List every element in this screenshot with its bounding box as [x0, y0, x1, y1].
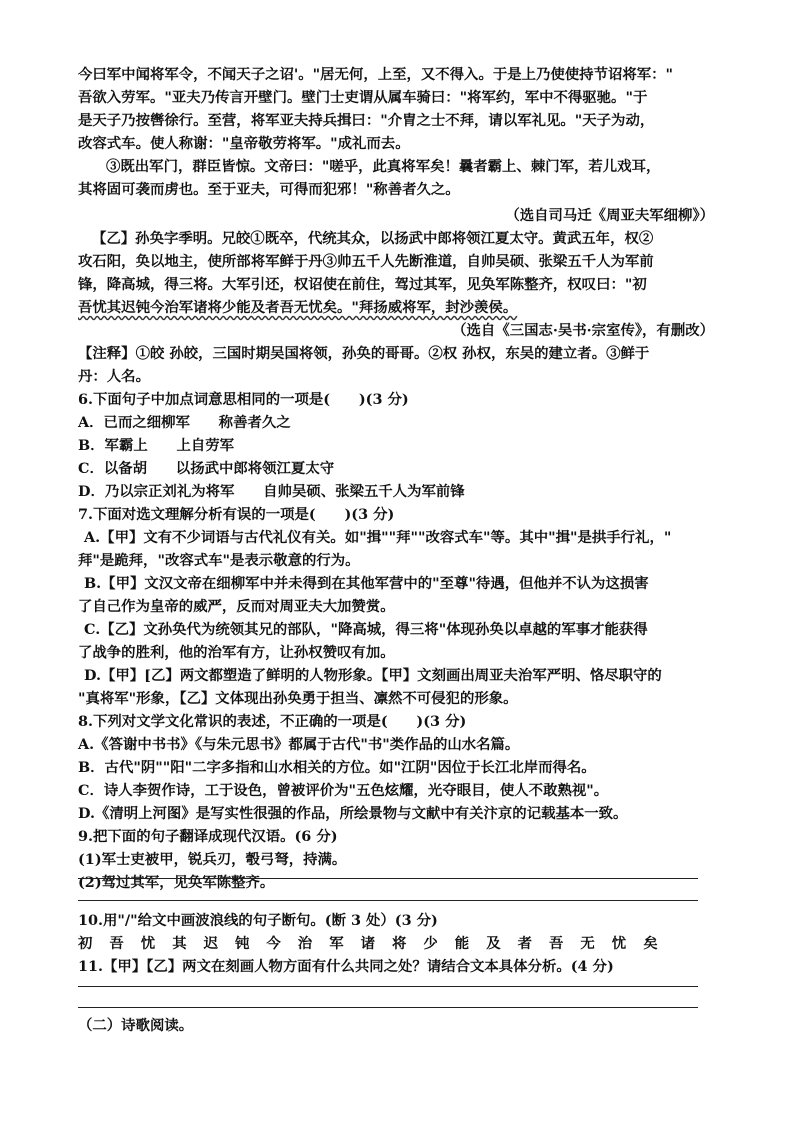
passage-jia-source: （选自司马迁《周亚夫军细柳》）: [505, 207, 714, 224]
passage-yi-line-2: 攻石阳，奂以地主，使所部将军鲜于丹③帅五千人先断淮道，自帅吴硕、张梁五千人为军前: [78, 253, 654, 270]
q11-answer-line-2[interactable]: [78, 1007, 698, 1008]
passage-jia-line-4: 改容式车。使人称谢："皇帝敬劳将军。"成礼而去。: [78, 135, 410, 152]
passage-jia-line-2: 吾欲入劳军。"亚夫乃传言开壁门。壁门士吏谓从属车骑曰："将军约，军中不得驱驰。"于: [78, 89, 648, 106]
passage-jia-line-3: 是天子乃按辔徐行。至营，将军亚夫持兵揖曰："介胄之士不拜，请以军礼见。"天子为动，: [78, 112, 655, 129]
section-2-title: （二）诗歌阅读。: [78, 1017, 194, 1034]
passage-yi-line-4-wavy: 吾忧其迟钝今治军诸将少能及者吾无忧矣。"拜扬威将军，封沙羡侯。: [78, 299, 518, 316]
q6-option-b: B．军霸上 上自劳军: [78, 437, 235, 454]
q11-answer-line-1[interactable]: [78, 986, 698, 987]
q7-option-d-line-2: "真将军"形象，【乙】文体现出孙奂勇于担当、凛然不可侵犯的形象。: [78, 690, 518, 707]
passage-yi-source: （选自《三国志·吴书·宗室传》，有删改）: [452, 322, 714, 339]
q8-option-c: C．诗人李贺作诗，工于设色，曾被评价为"五色炫耀，光夺眼目，使人不敢熟视"。: [78, 782, 609, 799]
q10-stem: 10.用"/"给文中画波浪线的句子断句。(断 3 处）(3 分): [78, 912, 438, 929]
q6-option-d: D．乃以宗正刘礼为将军 自帅吴硕、张梁五千人为军前锋: [78, 483, 465, 500]
q9-stem: 9.把下面的句子翻译成现代汉语。(6 分): [78, 828, 338, 845]
q7-stem: 7.下面对选文理解分析有误的一项是( )(3 分): [78, 506, 395, 523]
q7-option-b-line-2: 了自己作为皇帝的威严，反而对周亚夫大加赞赏。: [78, 598, 395, 615]
q7-option-c-line-1: C.【乙】文孙奂代为统领其兄的部队，"降高城，得三将"体现孙奂以卓越的军事才能获得: [84, 621, 648, 638]
notes-line-1: 【注释】①皎 孙皎，三国时期吴国将领，孙奂的哥哥。②权 孙权，东吴的建立者。③鲜于: [78, 345, 650, 362]
q7-option-a-line-2: 拜"是跪拜，"改容式车"是表示敬意的行为。: [78, 552, 360, 569]
q7-option-c-line-2: 了战争的胜利，他的治军有方，让孙权赞叹有加。: [78, 644, 395, 661]
passage-yi-line-1: 【乙】孙奂字季明。兄皎①既卒，代统其众，以扬武中郎将领江夏太守。黄武五年，权②: [92, 230, 654, 247]
q8-option-d: D.《清明上河图》是写实性很强的作品，所绘景物与文献中有关汴京的记载基本一致。: [78, 805, 628, 822]
q9-sentence-1: (1)军士吏被甲，锐兵刃，彀弓弩，持满。: [78, 851, 347, 868]
q10-sentence-chars: 初 吾 忧 其 迟 钝 今 治 军 诸 将 少 能 及 者 吾 无 忧 矣: [78, 935, 664, 952]
q6-option-a: A．已而之细柳军 称善者久之: [78, 414, 291, 431]
q9-sentence-2: (2)驾过其军，见奂军陈整齐。: [78, 874, 275, 891]
passage-jia-line-6: 其将固可袭而虏也。至于亚夫，可得而犯邪！"称善者久之。: [78, 181, 460, 198]
notes-line-2: 丹：人名。: [78, 368, 150, 385]
q8-option-b: B．古代"阴""阳"二字多指和山水相关的方位。如"江阴"因位于长江北岸而得名。: [78, 759, 596, 776]
q6-stem: 6.下面句子中加点词意思相同的一项是( )(3 分): [78, 391, 409, 408]
q11-stem: 11.【甲】【乙】两文在刻画人物方面有什么共同之处？请结合文本具体分析。(4 分): [78, 958, 614, 975]
passage-jia-line-5: ③既出军门，群臣皆惊。文帝曰："嗟乎，此真将军矣！曩者霸上、棘门军，若儿戏耳，: [106, 158, 661, 175]
q8-option-a: A.《答谢中书书》《与朱元思书》都属于古代"书"类作品的山水名篇。: [78, 736, 520, 753]
q6-option-c: C．以备胡 以扬武中郎将领江夏太守: [78, 460, 335, 477]
passage-yi-line-3: 锋，降高城，得三将。大军引还，权诏使在前住，驾过其军，见奂军陈整齐，权叹曰："初: [78, 276, 647, 293]
passage-jia-line-1: 今曰军中闻将军令，不闻天子之诏'。"居无何，上至，又不得入。于是上乃使使持节诏将军：": [78, 66, 674, 83]
q7-option-b-line-1: B.【甲】文汉文帝在细柳军中并未得到在其他军营中的"至尊"待遇，但他并不认为这损害: [84, 575, 649, 592]
q9-answer-line-2[interactable]: [78, 900, 698, 901]
q8-stem: 8.下列对文学文化常识的表述，不正确的一项是( )(3 分): [78, 713, 467, 730]
q9-answer-line-1[interactable]: [78, 878, 698, 879]
q7-option-a-line-1: A.【甲】文有不少词语与古代礼仪有关。如"揖""拜""改容式车"等。其中"揖"是拱手行礼，": [84, 529, 672, 546]
q7-option-d-line-1: D.【甲】[乙】两文都塑造了鲜明的人物形象。【甲】文刻画出周亚夫治军严明、恪尽职守的: [84, 667, 662, 684]
